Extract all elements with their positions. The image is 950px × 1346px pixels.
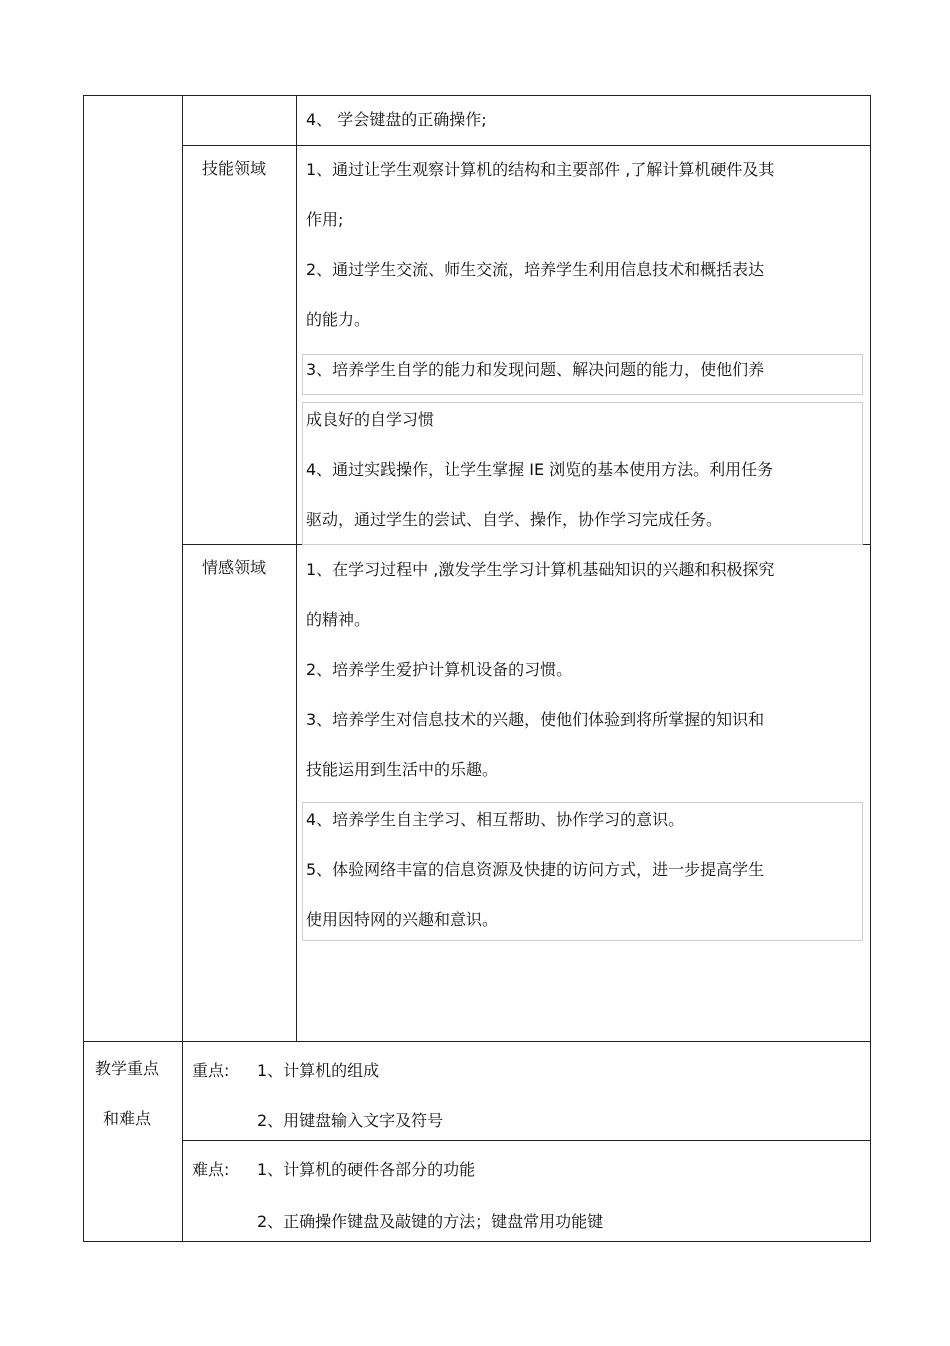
skill-line-2: 作用; [306,210,344,229]
difficulty-item-1: 1、计算机的硬件各部分的功能 [257,1160,476,1179]
row-divider-key-points [83,1041,871,1042]
table-top-border [83,95,871,96]
skill-line-6: 成良好的自学习惯 [306,410,435,429]
focus-item-2: 2、用键盘输入文字及符号 [257,1111,444,1130]
skill-line-8: 驱动，通过学生的尝试、自学、操作，协作学习完成任务。 [306,510,723,529]
row-divider-difficulty [182,1140,871,1141]
emotion-line-2: 的精神。 [306,610,371,629]
row-divider-knowledge [182,145,871,146]
emotion-line-5: 技能运用到生活中的乐趣。 [306,760,499,779]
emotion-line-6: 4、培养学生自主学习、相互帮助、协作学习的意识。 [306,810,685,829]
emotion-line-3: 2、培养学生爱护计算机设备的习惯。 [306,660,573,679]
emotion-domain-label: 情感领域 [202,558,267,577]
skill-domain-label: 技能领域 [202,159,267,178]
emotion-line-4: 3、培养学生对信息技术的兴趣，使他们体验到将所掌握的知识和 [306,710,765,729]
emotion-line-7: 5、体验网络丰富的信息资源及快捷的访问方式，进一步提高学生 [306,860,765,879]
difficulty-label: 难点: [192,1160,230,1179]
skill-line-3: 2、通过学生交流、师生交流，培养学生利用信息技术和概括表达 [306,260,765,279]
emotion-line-1: 1、在学习过程中 ,激发学生学习计算机基础知识的兴趣和积极探究 [306,560,775,579]
skill-line-1: 1、通过让学生观察计算机的结构和主要部件 ,了解计算机硬件及其 [306,160,775,179]
skill-line-4: 的能力。 [306,310,371,329]
skill-line-7: 4、通过实践操作，让学生掌握 IE 浏览的基本使用方法。利用任务 [306,460,774,479]
key-points-row-label-2: 和难点 [103,1109,152,1128]
difficulty-item-2: 2、正确操作键盘及敲键的方法；键盘常用功能键 [257,1212,604,1231]
knowledge-item-4: 4、 学会键盘的正确操作; [306,110,487,129]
emotion-line-8: 使用因特网的兴趣和意识。 [306,910,499,929]
column-divider-1 [182,95,183,1242]
table-right-border [870,95,871,1242]
focus-item-1: 1、计算机的组成 [257,1061,380,1080]
focus-label: 重点: [192,1061,230,1080]
table-bottom-border [83,1241,871,1242]
column-divider-2 [296,95,297,1042]
key-points-row-label-1: 教学重点 [95,1059,160,1078]
skill-line-5: 3、培养学生自学的能力和发现问题、解决问题的能力，使他们养 [306,360,765,379]
table-left-border [83,95,84,1242]
